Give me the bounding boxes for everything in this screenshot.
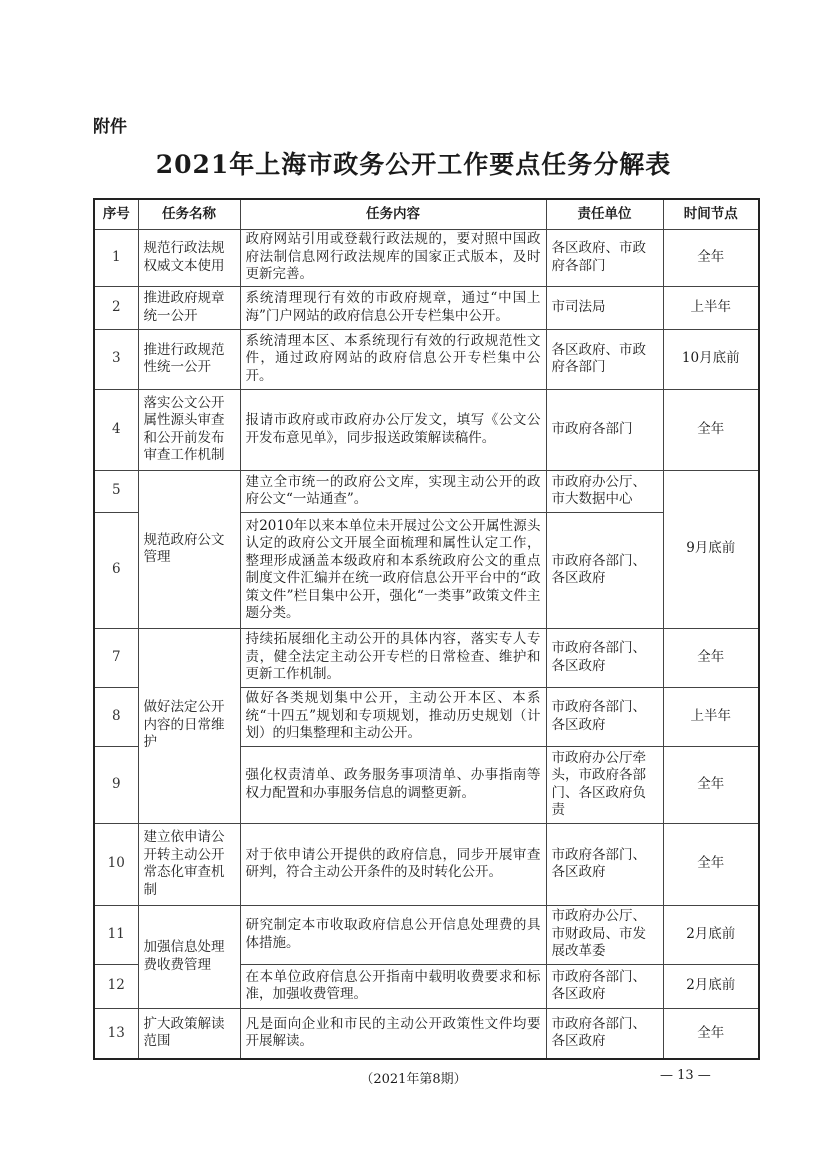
- table-row: [94, 628, 759, 687]
- row-number: 1: [94, 229, 138, 286]
- time-node: 全年: [663, 746, 759, 823]
- time-node: 全年: [663, 628, 759, 687]
- time-node: 全年: [663, 1008, 759, 1059]
- time-node: 9月底前: [663, 470, 759, 628]
- row-number: 8: [94, 687, 138, 746]
- time-node: 2月底前: [663, 905, 759, 964]
- responsible-unit: 市政府办公厅牵头，市政府各部门、各区政府负责: [546, 746, 663, 823]
- task-name: 推进政府规章统一公开: [138, 286, 240, 329]
- row-number: 4: [94, 389, 138, 470]
- table-header-row: [94, 199, 759, 229]
- table-row: [94, 905, 759, 964]
- header-name: 任务名称: [138, 199, 240, 229]
- table-row: [94, 470, 759, 512]
- task-content: 持续拓展细化主动公开的具体内容，落实专人专责，健全法定主动公开专栏的日常检查、维护和更新工作机制。: [240, 628, 546, 687]
- table-row: [94, 389, 759, 470]
- time-node: 全年: [663, 823, 759, 905]
- task-name: 加强信息处理费收费管理: [138, 905, 240, 1008]
- responsible-unit: 市政府各部门、各区政府: [546, 512, 663, 628]
- time-node: 10月底前: [663, 329, 759, 389]
- responsible-unit: 市政府办公厅、市财政局、市发展改革委: [546, 905, 663, 964]
- row-number: 9: [94, 746, 138, 823]
- header-unit: 责任单位: [546, 199, 663, 229]
- task-content: 报请市政府或市政府办公厅发文，填写《公文公开发布意见单》，同步报送政策解读稿件。: [240, 389, 546, 470]
- task-name: 做好法定公开内容的日常维护: [138, 628, 240, 823]
- header-no: 序号: [94, 199, 138, 229]
- row-number: 2: [94, 286, 138, 329]
- table-row: [94, 823, 759, 905]
- task-name: 建立依申请公开转主动公开常态化审查机制: [138, 823, 240, 905]
- responsible-unit: 市政府各部门、各区政府: [546, 1008, 663, 1059]
- page-number: — 13 —: [660, 1068, 711, 1083]
- row-number: 7: [94, 628, 138, 687]
- responsible-unit: 市政府各部门、各区政府: [546, 628, 663, 687]
- time-node: 2月底前: [663, 964, 759, 1008]
- issue-number: （2021年第8期）: [360, 1072, 467, 1087]
- task-name: 扩大政策解读范围: [138, 1008, 240, 1059]
- task-content: 系统清理本区、本系统现行有效的行政规范性文件，通过政府网站的政府信息公开专栏集中公开。: [240, 329, 546, 389]
- task-content: 对2010年以来本单位未开展过公文公开属性源头认定的政府公文开展全面梳理和属性认定工作，整理形成涵盖本级政府和本系统政府公文的重点制度文件汇编并在统一政府信息公开平台中的“政策文件”栏目集中公开，强化“一类事”政策文件主题分类。: [240, 512, 546, 628]
- responsible-unit: 各区政府、市政府各部门: [546, 329, 663, 389]
- time-node: 上半年: [663, 687, 759, 746]
- responsible-unit: 市司法局: [546, 286, 663, 329]
- task-content: 做好各类规划集中公开，主动公开本区、本系统“十四五”规划和专项规划，推动历史规划（计划）的归集整理和主动公开。: [240, 687, 546, 746]
- responsible-unit: 市政府各部门、各区政府: [546, 823, 663, 905]
- row-number: 10: [94, 823, 138, 905]
- responsible-unit: 市政府各部门、各区政府: [546, 964, 663, 1008]
- row-number: 12: [94, 964, 138, 1008]
- table-row: [94, 229, 759, 286]
- header-content: 任务内容: [240, 199, 546, 229]
- table-row: [94, 286, 759, 329]
- task-content: 在本单位政府信息公开指南中载明收费要求和标准，加强收费管理。: [240, 964, 546, 1008]
- attachment-label: 附件: [93, 117, 127, 137]
- responsible-unit: 市政府办公厅、市大数据中心: [546, 470, 663, 512]
- task-name: 落实公文公开属性源头审查和公开前发布审查工作机制: [138, 389, 240, 470]
- task-content: 系统清理现行有效的市政府规章，通过“中国上海”门户网站的政府信息公开专栏集中公开。: [240, 286, 546, 329]
- row-number: 13: [94, 1008, 138, 1059]
- row-number: 3: [94, 329, 138, 389]
- table-row: [94, 329, 759, 389]
- task-name: 推进行政规范性统一公开: [138, 329, 240, 389]
- task-content: 凡是面向企业和市民的主动公开政策性文件均要开展解读。: [240, 1008, 546, 1059]
- row-number: 11: [94, 905, 138, 964]
- task-content: 建立全市统一的政府公文库，实现主动公开的政府公文“一站通查”。: [240, 470, 546, 512]
- page-title: 2021年上海市政务公开工作要点任务分解表: [155, 150, 672, 179]
- task-name: 规范政府公文管理: [138, 470, 240, 628]
- header-time: 时间节点: [663, 199, 759, 229]
- time-node: 全年: [663, 389, 759, 470]
- task-content: 对于依申请公开提供的政府信息，同步开展审查研判，符合主动公开条件的及时转化公开。: [240, 823, 546, 905]
- time-node: 上半年: [663, 286, 759, 329]
- table-row: [94, 1008, 759, 1059]
- task-name: 规范行政法规权威文本使用: [138, 229, 240, 286]
- task-table: [93, 198, 760, 1060]
- row-number: 5: [94, 470, 138, 512]
- task-content: 强化权责清单、政务服务事项清单、办事指南等权力配置和办事服务信息的调整更新。: [240, 746, 546, 823]
- responsible-unit: 各区政府、市政府各部门: [546, 229, 663, 286]
- row-number: 6: [94, 512, 138, 628]
- responsible-unit: 市政府各部门、各区政府: [546, 687, 663, 746]
- responsible-unit: 市政府各部门: [546, 389, 663, 470]
- task-content: 研究制定本市收取政府信息公开信息处理费的具体措施。: [240, 905, 546, 964]
- time-node: 全年: [663, 229, 759, 286]
- task-content: 政府网站引用或登载行政法规的，要对照中国政府法制信息网行政法规库的国家正式版本，及时更新完善。: [240, 229, 546, 286]
